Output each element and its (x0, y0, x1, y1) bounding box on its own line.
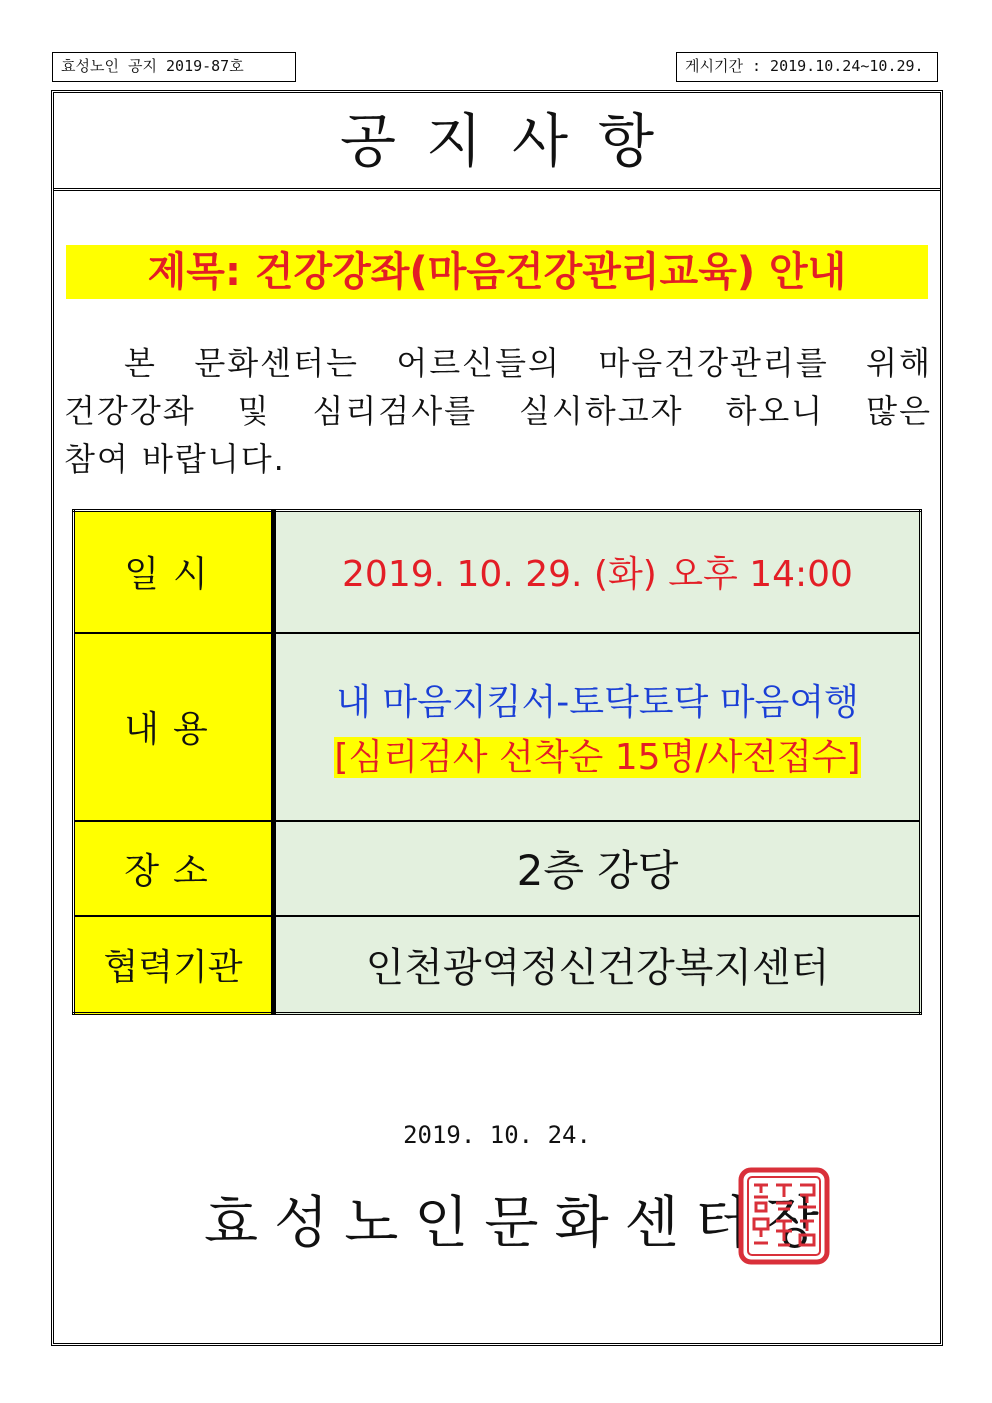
partner-value: 인천광역정신건강복지센터 (274, 916, 921, 1014)
datetime-value: 2019. 10. 29. (화) 오후 14:00 (274, 511, 921, 633)
official-seal-icon (738, 1167, 830, 1265)
notice-number: 효성노인 공지 2019-87호 (52, 52, 296, 82)
table-row-place (74, 821, 921, 916)
content-note: [심리검사 선착순 15명/사전접수] (334, 736, 861, 778)
table-row-datetime (74, 511, 921, 633)
body-line-2: 건강강좌 및 심리검사를 실시하고자 하오니 많은 (64, 392, 932, 430)
content-label: 내용 (74, 633, 274, 821)
place-label: 장소 (74, 821, 274, 916)
notice-frame (51, 90, 943, 1346)
body-paragraph (64, 339, 932, 483)
info-table (72, 509, 922, 1015)
datetime-label: 일시 (74, 511, 274, 633)
notice-date: 2019. 10. 24. (403, 1121, 591, 1149)
posting-period: 게시기간 : 2019.10.24~10.29. (676, 52, 938, 82)
place-value: 2층 강당 (274, 821, 921, 916)
page-title: 공지사항 (54, 93, 940, 191)
table-row-content (74, 633, 921, 821)
content-cell (274, 633, 921, 821)
body-line-3: 참여 바랍니다. (64, 440, 286, 478)
issuer-name: 효성노인문화센터장 (204, 1191, 835, 1256)
content-value: 내 마음지킴서-토닥토닥 마음여행 (336, 681, 859, 723)
subject-heading: 제목: 건강강좌(마음건강관리교육) 안내 (66, 245, 928, 299)
body-line-1: 본 문화센터는 어르신들의 마음건강관리를 위해 (124, 344, 932, 382)
partner-label: 협력기관 (74, 916, 274, 1014)
table-row-partner (74, 916, 921, 1014)
